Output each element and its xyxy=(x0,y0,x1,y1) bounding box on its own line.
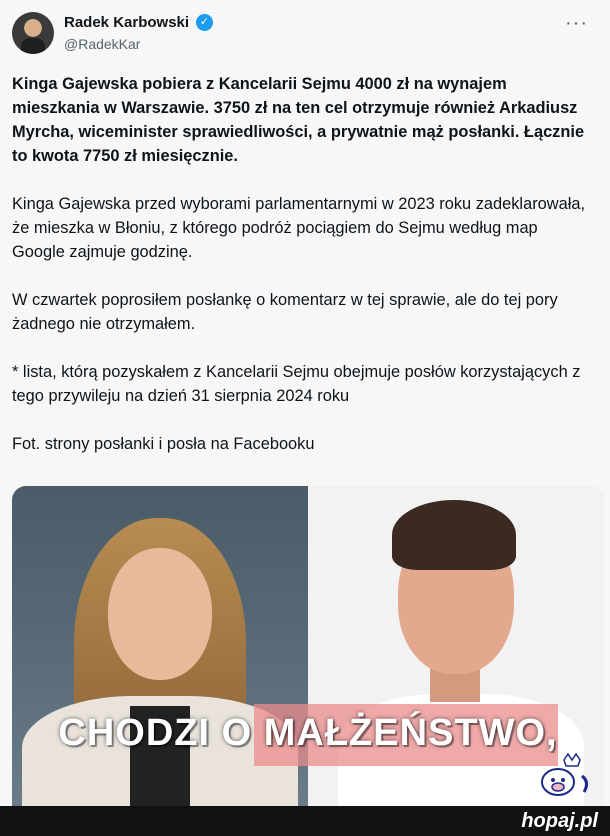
tweet-text xyxy=(12,72,594,480)
author-avatar[interactable] xyxy=(12,12,54,54)
site-watermark: hopaj.pl xyxy=(521,810,598,832)
tweet-media-image[interactable] xyxy=(12,486,604,806)
tweet-paragraph-bold: Kinga Gajewska pobiera z Kancelarii Sejmu 4000 zł na wynajem mieszkania w Warszawie. 3750 zł na ten cel otrzymuje również Arkadiusz Myrcha, wiceminister sprawiedliwości, a prywatnie mąż posłanki. Łącznie to kwota 7750 zł miesięcznie. xyxy=(12,75,585,165)
author-handle[interactable]: @RadekKar xyxy=(64,36,141,52)
more-options-icon[interactable]: ··· xyxy=(565,12,588,34)
footer-bar xyxy=(0,806,610,836)
tweet-paragraph-3: W czwartek poprosiłem posłankę o komentarz w tej sprawie, ale do tej pory żadnego nie otrzymałem. xyxy=(12,291,558,333)
tweet-paragraph-4: * lista, którą pozyskałem z Kancelarii Sejmu obejmuje posłów korzystających z tego przywileju na dzień 31 sierpnia 2024 roku xyxy=(12,363,581,405)
author-name[interactable]: Radek Karbowski xyxy=(64,14,190,31)
verified-badge-icon: ✓ xyxy=(196,14,213,31)
pig-logo-icon xyxy=(524,752,596,808)
tweet-paragraph-2: Kinga Gajewska przed wyborami parlamentarnymi w 2023 roku zadeklarowała, że mieszka w Błoniu, z którego podróż pociągiem do Sejmu według map Google zajmuje godzinę. xyxy=(12,195,586,261)
media-caption: CHODZI O MAŁŻEŃSTWO, xyxy=(58,712,558,754)
tweet-paragraph-5: Fot. strony posłanki i posła na Facebooku xyxy=(12,435,315,453)
